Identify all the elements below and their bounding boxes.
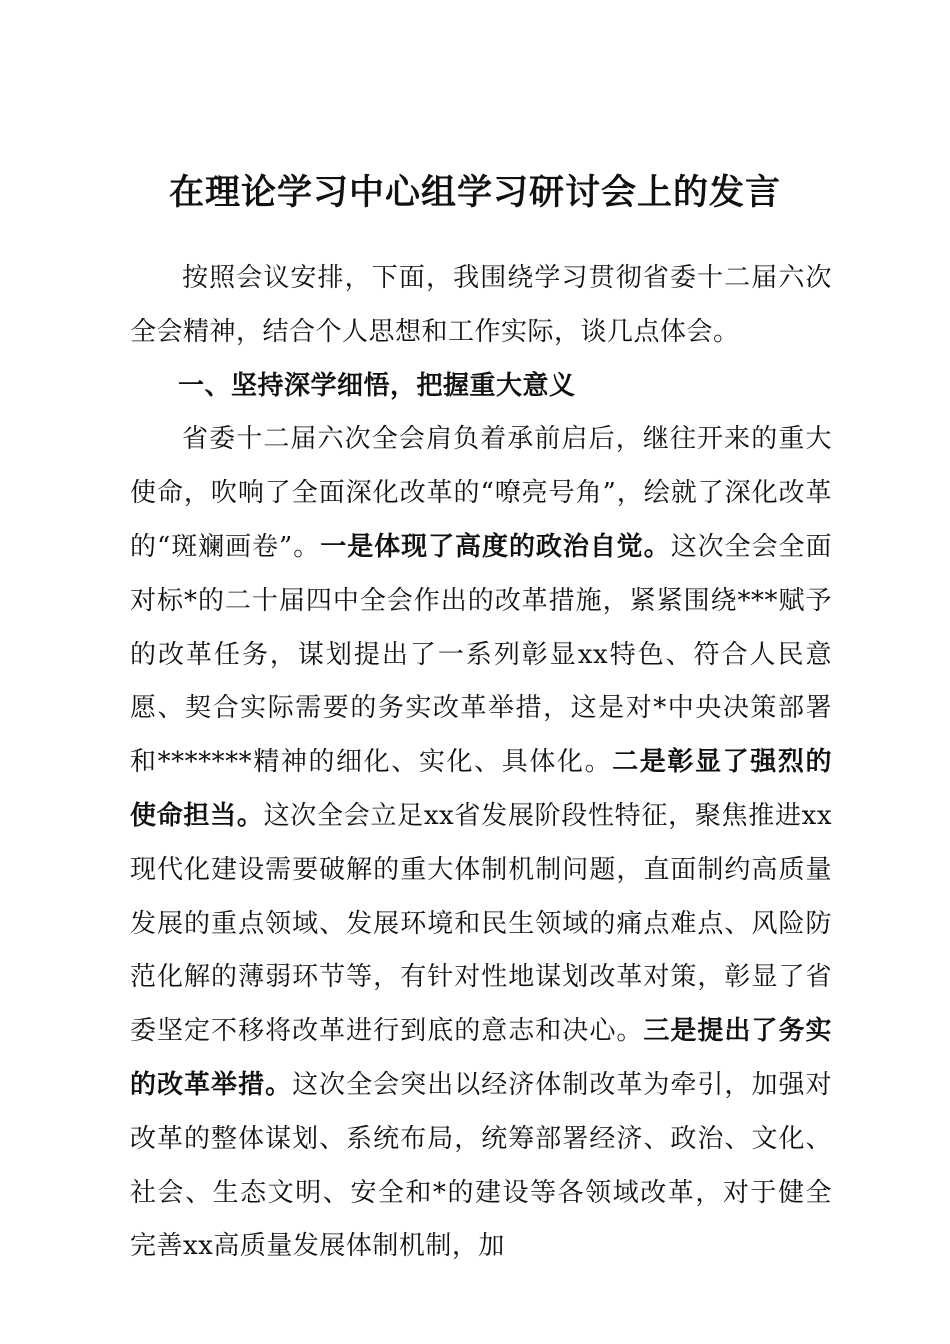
point2-title: 二是彰显了强烈的使命担当。 (130, 747, 832, 831)
point1-title: 一是体现了高度的政治自觉。 (320, 531, 671, 562)
document-body (130, 252, 832, 1274)
page-title: 在理论学习中心组学习研讨会上的发言 (168, 172, 781, 213)
section-lead-text: 省委十二届六次全会肩负着承前启后，继往开来的重大使命，吹响了全面深化改革的“嘹亮号角”，绘就了深化改革的“斑斓画卷”。 (130, 424, 832, 562)
section-paragraph (130, 413, 832, 1274)
point1-text: 这次全会全面对标*的二十届四中全会作出的改革措施，紧紧围绕***赋予的改革任务，谋划提出了一系列彰显xx特色、符合人民意愿、契合实际需要的务实改革举措，这是对*中央决策部署和*******精神的细化、实化、具体化。 (130, 531, 832, 778)
intro-paragraph: 按照会议安排，下面，我围绕学习贯彻省委十二届六次全会精神，结合个人思想和工作实际，谈几点体会。 (130, 263, 832, 347)
point3-text: 这次全会突出以经济体制改革为牵引，加强对改革的整体谋划、系统布局，统筹部署经济、政治、文化、社会、生态文明、安全和*的建设等各领域改革，对于健全完善xx高质量发展体制机制，加 (130, 1069, 832, 1262)
point2-text: 这次全会立足xx省发展阶段性特征，聚焦推进xx现代化建设需要破解的重大体制机制问题，直面制约高质量发展的重点领域、发展环境和民生领域的痛点难点、风险防范化解的薄弱环节等，有针对性地谋划改革对策，彰显了省委坚定不移将改革进行到底的意志和决心。 (130, 800, 832, 1047)
section-heading: 一、坚持深学细悟，把握重大意义 (178, 370, 576, 401)
point3-title: 三是提出了务实的改革举措。 (130, 1016, 832, 1100)
